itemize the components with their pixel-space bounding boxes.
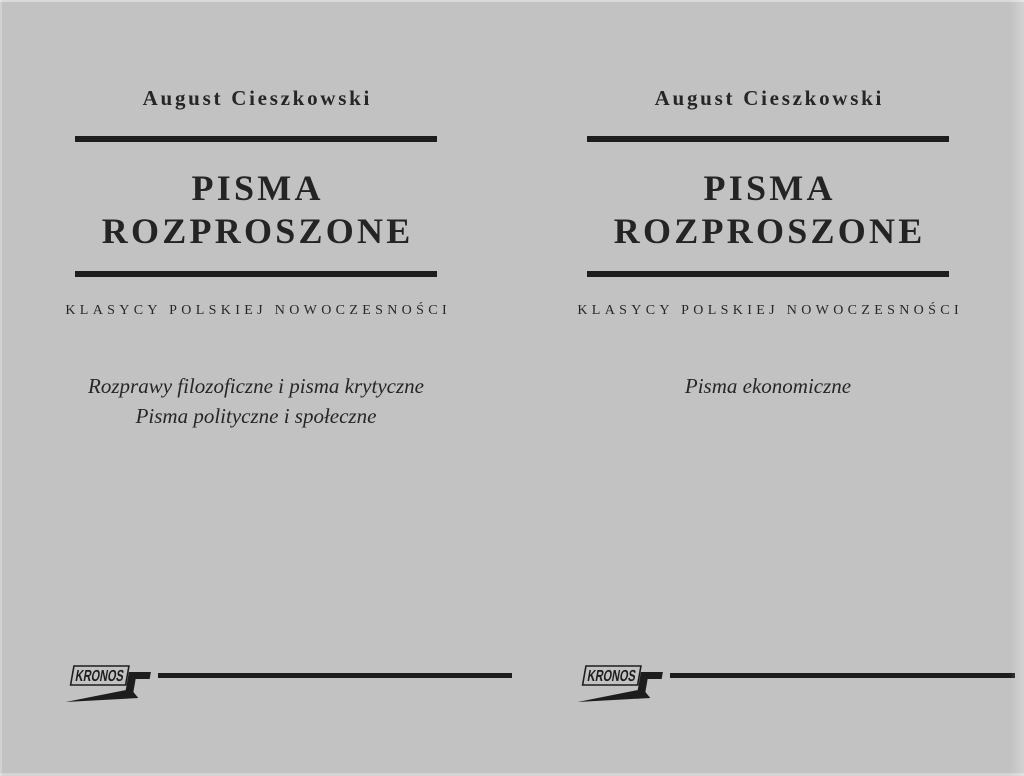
subtitle-line-1: Pisma ekonomiczne — [684, 374, 852, 398]
book-title — [512, 167, 1024, 253]
book-title — [0, 167, 512, 253]
cover-volume-2 — [512, 0, 1024, 776]
subtitle-line-1: Rozprawy filozoficzne i pisma krytyczne — [88, 374, 424, 398]
footer-rule — [158, 673, 512, 678]
title-line-1: PISMA — [191, 168, 324, 208]
title-line-2: ROZPROSZONE — [101, 211, 414, 251]
series-label: KLASYCY POLSKIEJ NOWOCZESNOŚCI — [577, 303, 963, 318]
kronos-logo-swoosh — [66, 689, 140, 702]
series-label: KLASYCY POLSKIEJ NOWOCZESNOŚCI — [65, 303, 451, 318]
title-rule-top — [75, 136, 437, 142]
title-line-1: PISMA — [703, 168, 836, 208]
kronos-logo-wordmark: KRONOS — [74, 667, 148, 685]
footer-rule — [670, 673, 1015, 678]
title-rule-top — [587, 136, 949, 142]
kronos-logo-wordmark: KRONOS — [586, 667, 660, 685]
kronos-publisher-logo — [574, 660, 670, 704]
author-name: August Cieszkowski — [654, 86, 885, 110]
title-rule-bottom — [587, 271, 949, 277]
subtitle-block — [0, 371, 512, 431]
author-name: August Cieszkowski — [142, 86, 373, 110]
title-line-2: ROZPROSZONE — [613, 211, 926, 251]
subtitle-line-2: Pisma polityczne i społeczne — [135, 404, 377, 428]
kronos-logo-swoosh — [578, 689, 652, 702]
kronos-publisher-logo — [62, 660, 158, 704]
subtitle-block — [512, 371, 1024, 401]
title-rule-bottom — [75, 271, 437, 277]
